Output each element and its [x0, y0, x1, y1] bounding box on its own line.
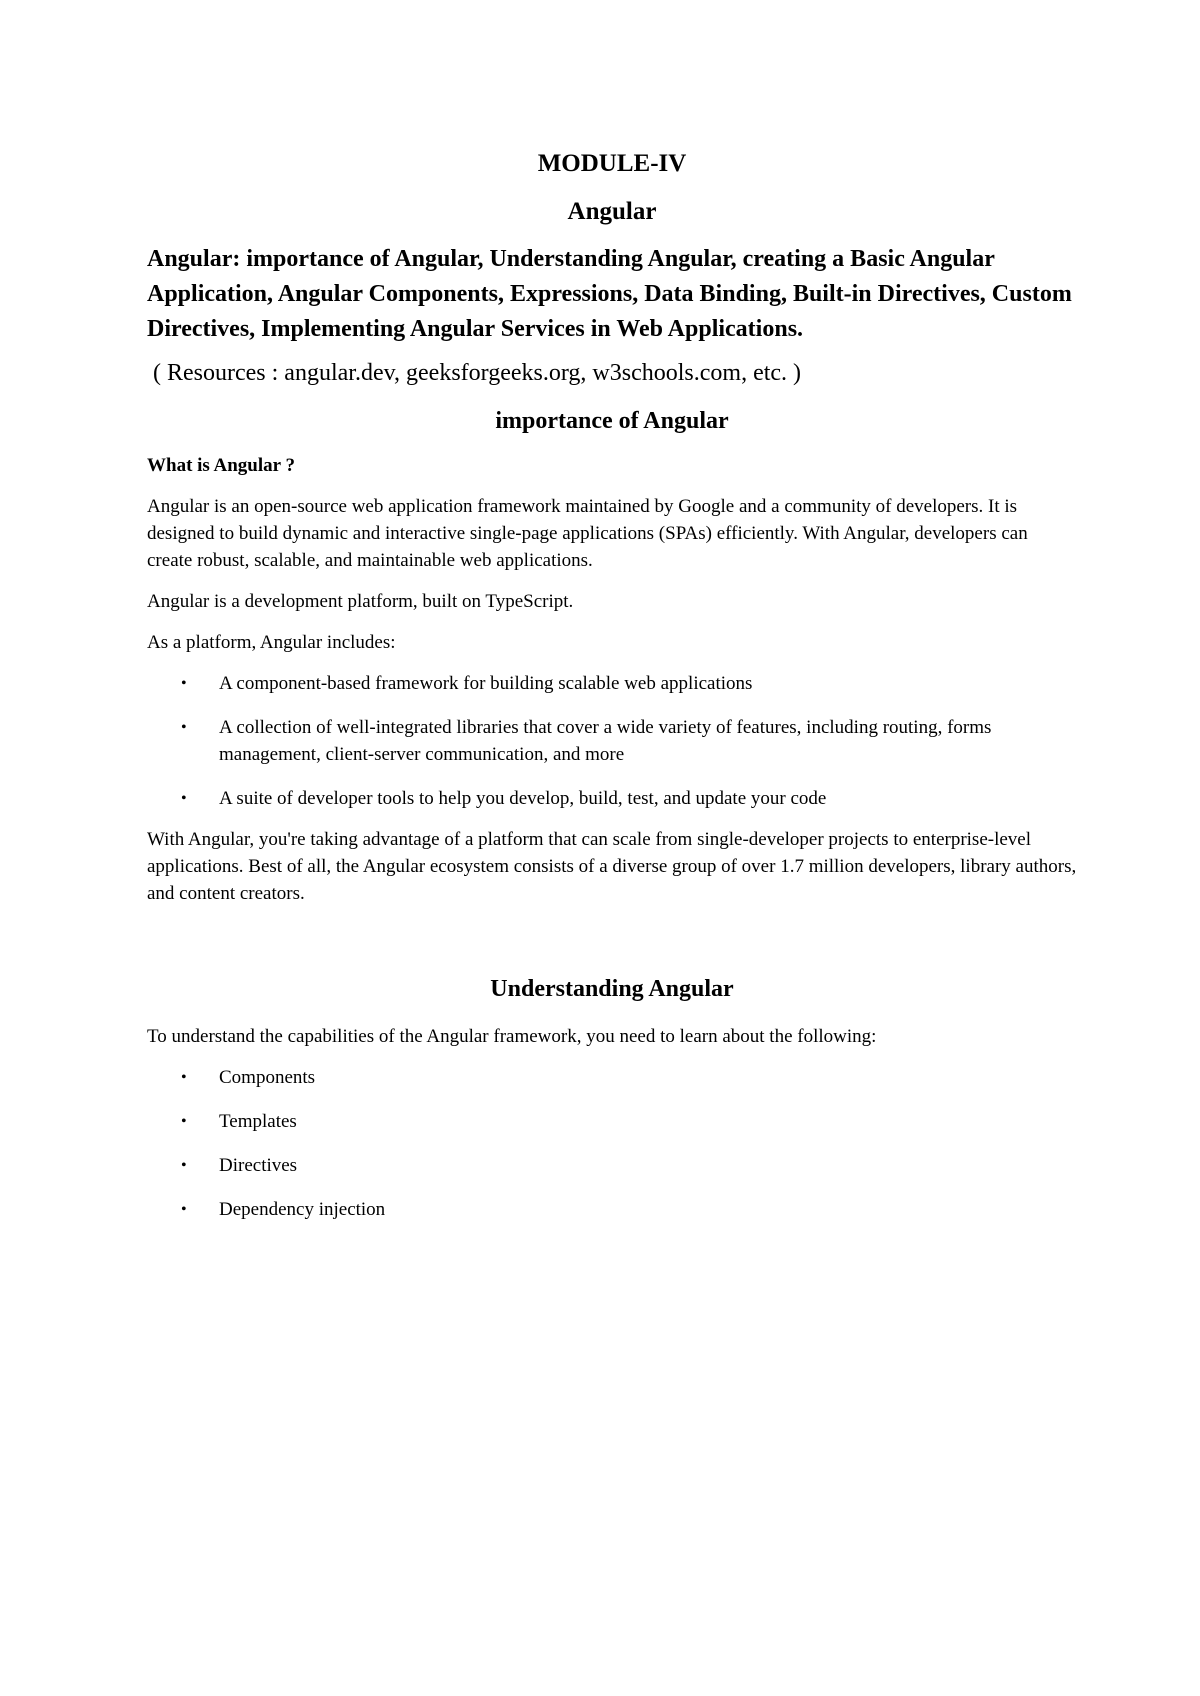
paragraph-development-platform: Angular is a development platform, built on TypeScript.	[147, 591, 574, 612]
list-item-text: Components	[219, 1067, 316, 1088]
list-item-text: Directives	[219, 1155, 298, 1176]
bullet-icon: •	[181, 719, 187, 736]
paragraph-angular-ecosystem: With Angular, you're taking advantage of a platform that can scale from single-developer projects to enterprise-level applications. Best of all, the Angular ecosystem consists of a diverse group of over 1.7 million developers, library authors, and content creators.	[147, 829, 1077, 904]
list-item	[147, 670, 1077, 697]
list-item	[147, 785, 1077, 812]
subheading-what-is-angular: What is Angular ?	[147, 455, 295, 476]
bullet-icon: •	[181, 675, 187, 692]
list-item-text: Templates	[219, 1111, 297, 1132]
bullet-icon: •	[181, 1113, 187, 1130]
list-item-text: A collection of well-integrated libraries that cover a wide variety of features, including routing, forms management, client-server communication, and more	[219, 717, 992, 765]
paragraph-angular-definition: Angular is an open-source web application framework maintained by Google and a community of developers. It is designed to build dynamic and interactive single-page applications (SPAs) efficiently. With Angular, developers can create robust, scalable, and maintainable web applications.	[147, 496, 1028, 571]
list-item	[147, 1064, 1077, 1091]
list-item-text: Dependency injection	[219, 1199, 386, 1220]
platform-features-list	[147, 670, 1077, 812]
resources-line: ( Resources : angular.dev, geeksforgeeks.org, w3schools.com, etc. )	[153, 360, 802, 386]
list-item-text: A suite of developer tools to help you develop, build, test, and update your code	[219, 788, 827, 809]
syllabus-summary: Angular: importance of Angular, Understanding Angular, creating a Basic Angular Application, Angular Components, Expressions, Data Binding, Built-in Directives, Custom Directives, Implementing Angular Services in Web Applications.	[147, 246, 1072, 342]
bullet-icon: •	[181, 1201, 187, 1218]
module-title: MODULE-IV	[537, 150, 687, 177]
list-item	[147, 714, 1077, 768]
bullet-icon: •	[181, 1157, 187, 1174]
bullet-icon: •	[181, 790, 187, 807]
section-heading-importance: importance of Angular	[495, 408, 729, 434]
list-item	[147, 1108, 1077, 1135]
list-item	[147, 1152, 1077, 1179]
subject-title: Angular	[567, 198, 657, 225]
capabilities-list	[147, 1064, 1077, 1223]
document-content	[147, 148, 1077, 1240]
list-item	[147, 1196, 1077, 1223]
paragraph-platform-includes: As a platform, Angular includes:	[147, 632, 396, 653]
bullet-icon: •	[181, 1069, 187, 1086]
list-item-text: A component-based framework for building scalable web applications	[219, 673, 753, 694]
section-heading-understanding: Understanding Angular	[490, 976, 734, 1002]
paragraph-understanding-intro: To understand the capabilities of the Angular framework, you need to learn about the following:	[147, 1026, 877, 1047]
